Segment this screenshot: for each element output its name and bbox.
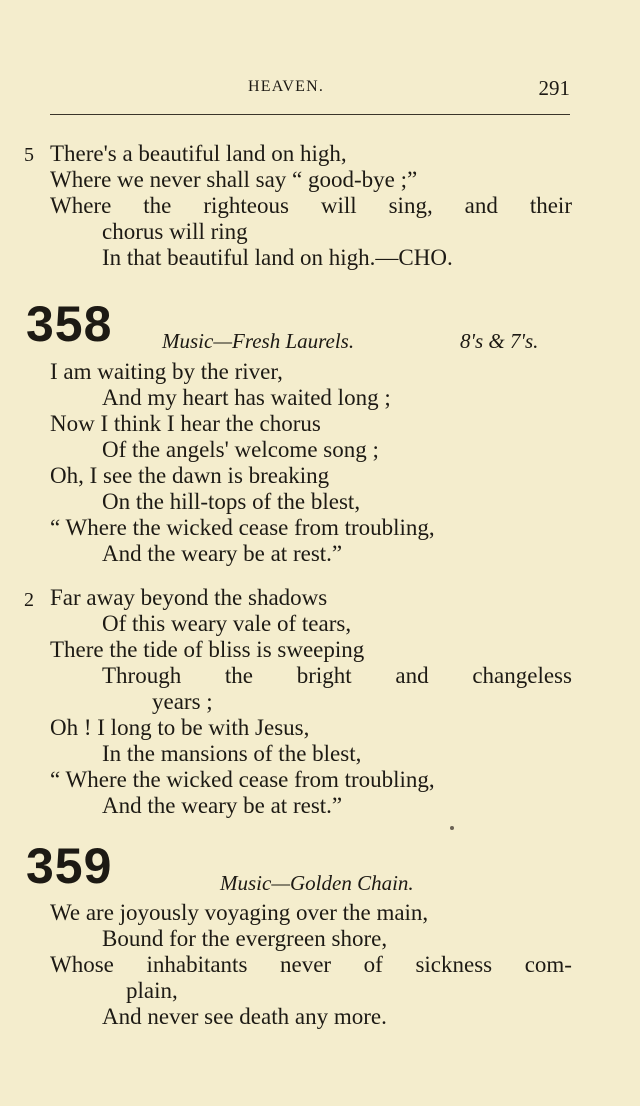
justified-word: and — [464, 193, 498, 218]
verse-line: I am waiting by the river, — [50, 359, 283, 384]
justified-word: and — [395, 663, 429, 688]
paper-speck — [450, 826, 454, 830]
stanza-number: 5 — [24, 144, 34, 166]
verse-line: On the hill-tops of the blest, — [102, 489, 361, 514]
page-number: 291 — [538, 76, 570, 100]
verse-line: Far away beyond the shadows — [50, 585, 328, 610]
justified-word: com- — [524, 952, 572, 977]
verse-line: chorus will ring — [102, 219, 248, 244]
justified-word: sing, — [388, 193, 433, 218]
tune-name: Music—Golden Chain. — [220, 871, 414, 895]
justified-word: their — [529, 193, 572, 218]
justified-word: righteous — [203, 193, 289, 218]
running-title: HEAVEN. — [248, 78, 325, 95]
verse-line: And the weary be at rest.” — [102, 541, 343, 566]
justified-word: bright — [296, 663, 352, 688]
justified-word: sickness — [415, 952, 493, 977]
justified-word: Through — [102, 663, 182, 688]
justified-word: changeless — [472, 663, 572, 688]
verse-line: Bound for the evergreen shore, — [102, 926, 388, 951]
verse-line: And the weary be at rest.” — [102, 793, 343, 818]
verse-line-justified — [102, 663, 572, 689]
tune-name: Music—Fresh Laurels. — [162, 329, 355, 353]
justified-word: will — [320, 193, 357, 218]
justified-word: inhabitants — [146, 952, 248, 977]
verse-line: In the mansions of the blest, — [102, 741, 362, 766]
justified-word: never — [280, 952, 332, 977]
verse-line: Oh ! I long to be with Jesus, — [50, 715, 310, 740]
verse-line: Oh, I see the dawn is breaking — [50, 463, 330, 488]
verse-line: And never see death any more. — [102, 1004, 387, 1029]
hymn-number: 358 — [26, 296, 113, 352]
verse-line: “ Where the wicked cease from troubling, — [50, 515, 435, 540]
verse-line-justified — [50, 193, 572, 219]
verse-line: “ Where the wicked cease from troubling, — [50, 767, 435, 792]
verse-line: We are joyously voyaging over the main, — [50, 900, 429, 925]
justified-word: the — [143, 193, 172, 218]
justified-word: of — [363, 952, 383, 977]
verse-line-justified — [50, 952, 572, 978]
verse-line: Where we never shall say “ good-bye ;” — [50, 167, 418, 192]
hymn-number: 359 — [26, 838, 113, 894]
verse-line: plain, — [126, 978, 178, 1003]
verse-line: Now I think I hear the chorus — [50, 411, 321, 436]
page-header — [0, 78, 640, 102]
verse-line: Of the angels' welcome song ; — [102, 437, 379, 462]
verse-line: There's a beautiful land on high, — [50, 141, 347, 166]
verse-line: In that beautiful land on high.—CHO. — [102, 245, 453, 270]
meter: 8's & 7's. — [460, 329, 539, 353]
verse-line: Of this weary vale of tears, — [102, 611, 352, 636]
verse-line: years ; — [152, 689, 213, 714]
justified-word: Whose — [50, 952, 114, 977]
verse-line: And my heart has waited long ; — [102, 385, 391, 410]
justified-word: the — [224, 663, 254, 688]
verse-line: There the tide of bliss is sweeping — [50, 637, 365, 662]
header-rule — [50, 114, 570, 115]
stanza-number: 2 — [24, 589, 34, 611]
justified-word: Where — [50, 193, 112, 218]
